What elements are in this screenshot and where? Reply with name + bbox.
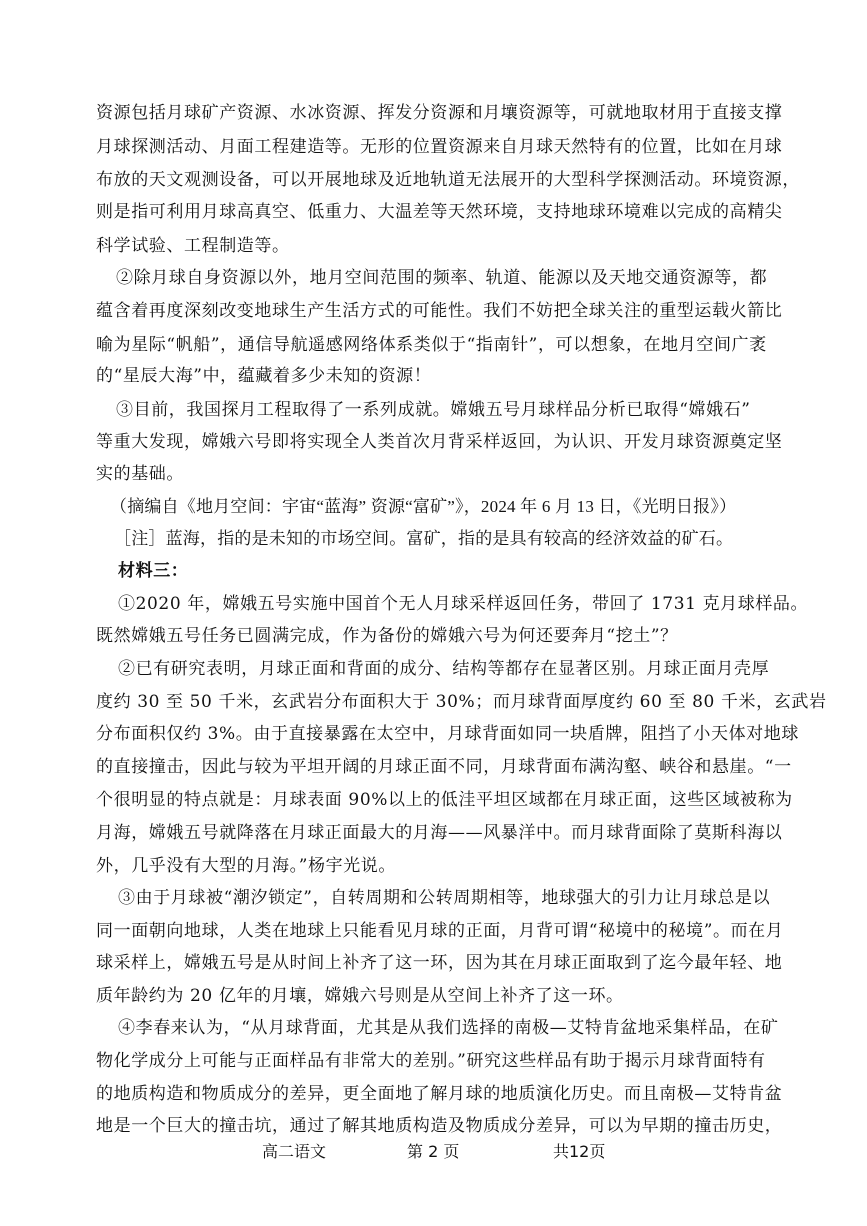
paragraph-start-line: ③目前，我国探月工程取得了一系列成就。嫦娥五号月球样品分析已取得“嫦娥石”: [116, 400, 751, 420]
text-line: 资源包括月球矿产资源、水冰资源、挥发分资源和月壤资源等，可就地取材用于直接支撑: [96, 103, 783, 123]
text-line: 实的基础。: [96, 464, 184, 484]
paragraph-start-line: ②除月球自身资源以外，地月空间范围的频率、轨道、能源以及天地交通资源等，都: [116, 268, 768, 288]
text-line: 球采样上，嫦娥五号是从时间上补齐了这一环，因为其在月球正面取到了迄今最年轻、地: [96, 953, 783, 973]
text-line: 则是指可利用月球高真空、低重力、大温差等天然环境，支持地球环境难以完成的高精尖: [96, 202, 783, 222]
text-line: 既然嫦娥五号任务已圆满完成，作为备份的嫦娥六号为何还要奔月“挖土”？: [96, 626, 678, 646]
paragraph-start-line: ①2020 年，嫦娥五号实施中国首个无人月球采样返回任务，带回了 1731 克月球样品。: [118, 594, 809, 614]
paragraph-start-line: ④李春来认为，“从月球背面，尤其是从我们选择的南极—艾特肯盆地采集样品，在矿: [118, 1018, 779, 1038]
text-line: 外，几乎没有大型的月海。”杨宇光说。: [96, 856, 396, 876]
text-line: 等重大发现，嫦娥六号即将实现全人类首次月背采样返回，为认识、开发月球资源奠定坚: [96, 432, 783, 452]
text-line: 分布面积仅约 3%。由于直接暴露在太空中，月球背面如同一块盾牌，阻挡了小天体对地球: [96, 724, 799, 744]
text-line: 的直接撞击，因此与较为平坦开阔的月球正面不同，月球背面布满沟壑、峡谷和悬崖。“一: [96, 757, 792, 777]
text-line: 喻为星际“帆船”，通信导航遥感网络体系类似于“指南针”，可以想象，在地月空间广袤: [96, 335, 767, 355]
text-line: 的“星辰大海”中，蕴藏着多少未知的资源！: [96, 366, 432, 386]
text-line: 蕴含着再度深刻改变地球生产生活方式的可能性。我们不妨把全球关注的重型运载火箭比: [96, 301, 783, 321]
paragraph-start-line: ②已有研究表明，月球正面和背面的成分、结构等都存在显著区别。月球正面月壳厚: [118, 659, 770, 679]
footer-total-pages: 共12页: [553, 1142, 606, 1161]
text-line: 度约 30 至 50 千米，玄武岩分布面积大于 30%；而月球背面厚度约 60 至 80 千米，玄武岩: [96, 692, 827, 712]
text-line: 月海，嫦娥五号就降落在月球正面最大的月海——风暴洋中。而月球背面除了莫斯科海以: [96, 823, 783, 843]
text-line: 的地质构造和物质成分的差异，更全面地了解月球的地质演化历史。而且南极—艾特肯盆: [96, 1084, 783, 1104]
paragraph-start-line: ③由于月球被“潮汐锁定”，自转周期和公转周期相等，地球强大的引力让月球总是以: [118, 888, 771, 908]
text-line: 物化学成分上可能与正面样品有非常大的差别。”研究这些样品有助于揭示月球背面特有: [96, 1051, 766, 1071]
source-citation: （摘编自《地月空间：宇宙“蓝海” 资源“富矿”》，2024 年 6 月 13 日，《光明日报》）: [110, 497, 737, 516]
text-line: 个很明显的特点就是：月球表面 90%以上的低洼平坦区域都在月球正面，这些区域被称为: [96, 790, 793, 810]
footer-page-number: 第 2 页: [407, 1142, 460, 1161]
text-line: 同一面朝向地球，人类在地球上只能看见月球的正面，月背可谓“秘境中的秘境”。而在月: [96, 921, 784, 941]
section-heading: 材料三：: [118, 561, 189, 581]
text-line: 布放的天文观测设备，可以开展地球及近地轨道无法展开的大型科学探测活动。环境资源，: [96, 170, 800, 190]
annotation-note: ［注］蓝海，指的是未知的市场空间。富矿，指的是具有较高的经济效益的矿石。: [114, 529, 734, 548]
text-line: 月球探测活动、月面工程建造等。无形的位置资源来自月球天然特有的位置，比如在月球: [96, 137, 783, 157]
footer-subject: 高二语文: [262, 1142, 327, 1161]
text-line: 质年龄约为 20 亿年的月壤，嫦娥六号则是从空间上补齐了这一环。: [96, 986, 624, 1006]
text-line: 科学试验、工程制造等。: [96, 236, 290, 256]
text-line: 地是一个巨大的撞击坑，通过了解其地质构造及物质成分差异，可以为早期的撞击历史，: [96, 1116, 783, 1136]
